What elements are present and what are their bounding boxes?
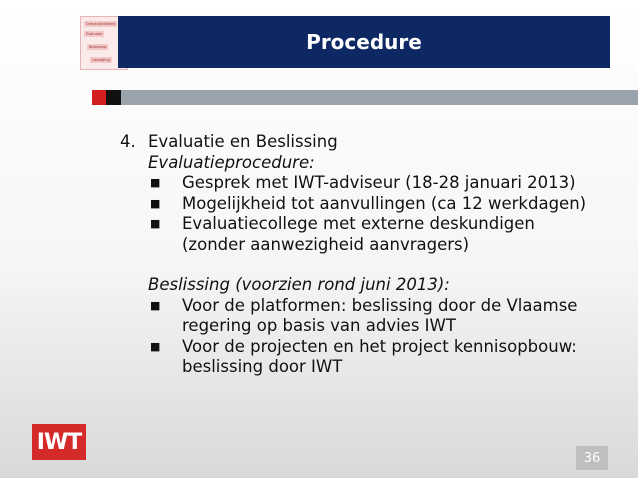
list-item xyxy=(148,173,590,194)
slide-body xyxy=(120,132,590,378)
heading-text: Evaluatie en Beslissing xyxy=(148,132,338,151)
bullet-icon: ■ xyxy=(150,217,161,230)
thumbnail-step-1: Ontvankelijkheid xyxy=(86,22,116,26)
accent-band-red xyxy=(92,90,106,105)
evaluation-block xyxy=(148,153,590,378)
list-item xyxy=(148,194,590,215)
evaluation-subtitle: Evaluatieprocedure: xyxy=(148,152,315,172)
logo-text: IWT xyxy=(36,429,82,455)
accent-band-black xyxy=(106,90,121,105)
list-item-text: Evaluatiecollege met externe deskundigen (zonder aanwezigheid aanvragers) xyxy=(182,214,535,254)
section-heading xyxy=(120,132,590,153)
list-item xyxy=(148,337,590,378)
list-item-text: Gesprek met IWT-adviseur (18-28 januari 2013) xyxy=(182,173,576,192)
list-item xyxy=(148,214,590,255)
bullet-icon: ■ xyxy=(150,339,161,353)
page-number-badge xyxy=(576,446,608,470)
list-item-text: Voor de projecten en het project kennisopbouw: beslissing door IWT xyxy=(182,336,577,376)
page-number: 36 xyxy=(583,450,601,466)
list-item xyxy=(148,296,590,337)
thumbnail-step-4: Opvolging xyxy=(92,58,110,62)
bullet-icon: ■ xyxy=(150,176,161,189)
heading-number: 4. xyxy=(120,132,136,151)
title-bar xyxy=(118,16,610,68)
thumbnail-step-2: Evaluatie xyxy=(86,32,103,36)
spacer xyxy=(148,255,590,275)
slide-title: Procedure xyxy=(306,30,422,54)
thumbnail-step-3: Beslissing xyxy=(89,45,107,49)
iwt-logo xyxy=(32,424,86,460)
list-item-text: Mogelijkheid tot aanvullingen (ca 12 werkdagen) xyxy=(182,193,587,213)
bullet-icon: ■ xyxy=(150,196,161,210)
bullet-icon: ■ xyxy=(150,298,161,312)
accent-band-grey xyxy=(121,90,638,105)
decision-subtitle: Beslissing (voorzien rond juni 2013): xyxy=(148,275,450,294)
list-item-text: Voor de platformen: beslissing door de Vlaamse regering op basis van advies IWT xyxy=(182,295,578,335)
